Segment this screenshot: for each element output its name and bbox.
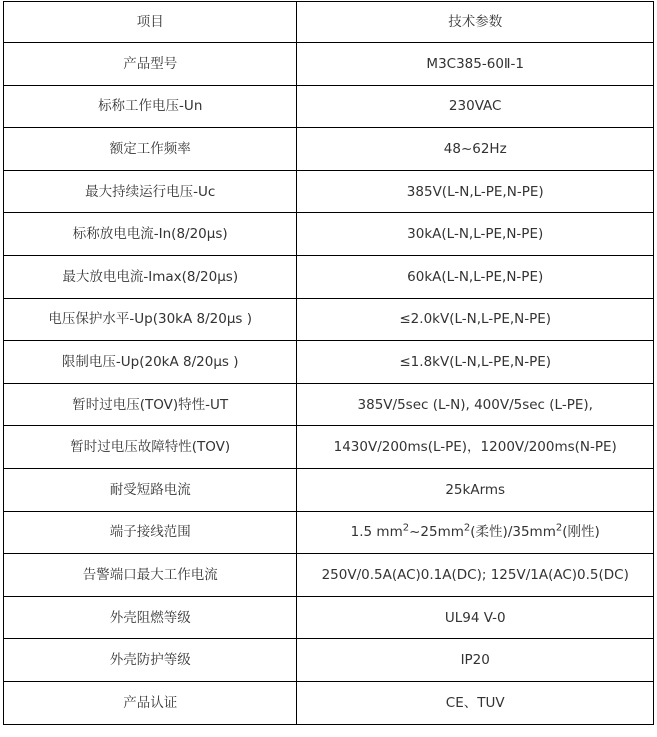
row-param: 48~62Hz bbox=[297, 128, 654, 171]
row-item: 额定工作频率 bbox=[4, 128, 297, 171]
terminal-range-sup-3: 2 bbox=[555, 522, 563, 534]
row-item: 标称放电电流-In(8/20μs) bbox=[4, 213, 297, 256]
table-row bbox=[4, 468, 654, 511]
row-param: 250V/0.5A(AC)0.1A(DC); 125V/1A(AC)0.5(DC) bbox=[297, 554, 654, 597]
terminal-range-part-c: (柔性)/35mm bbox=[470, 524, 556, 541]
row-item: 外壳阻燃等级 bbox=[4, 596, 297, 639]
terminal-range-part-a: 1.5 mm bbox=[350, 524, 403, 541]
table-row bbox=[4, 298, 654, 341]
table-row bbox=[4, 128, 654, 171]
row-item: 告警端口最大工作电流 bbox=[4, 554, 297, 597]
terminal-range-sup-2: 2 bbox=[463, 522, 471, 534]
row-param: 60kA(L-N,L-PE,N-PE) bbox=[297, 255, 654, 298]
table-row bbox=[4, 639, 654, 682]
table-row bbox=[4, 426, 654, 469]
row-item: 暂时过电压故障特性(TOV) bbox=[4, 426, 297, 469]
row-param: CE、TUV bbox=[297, 681, 654, 724]
table-row bbox=[4, 554, 654, 597]
row-param-terminal-range bbox=[297, 511, 654, 554]
row-param: 30kA(L-N,L-PE,N-PE) bbox=[297, 213, 654, 256]
table-row bbox=[4, 85, 654, 128]
row-param: 25kArms bbox=[297, 468, 654, 511]
terminal-range-part-b: ~25mm bbox=[409, 524, 464, 541]
row-item: 最大持续运行电压-Uc bbox=[4, 170, 297, 213]
row-item: 电压保护水平-Up(30kA 8/20μs ) bbox=[4, 298, 297, 341]
row-item: 产品认证 bbox=[4, 681, 297, 724]
row-item: 产品型号 bbox=[4, 43, 297, 86]
table-row bbox=[4, 341, 654, 384]
spec-table bbox=[3, 1, 654, 725]
row-param: M3C385-60Ⅱ-1 bbox=[297, 43, 654, 86]
table-row bbox=[4, 681, 654, 724]
row-param: UL94 V-0 bbox=[297, 596, 654, 639]
table-row bbox=[4, 43, 654, 86]
row-param: IP20 bbox=[297, 639, 654, 682]
row-item: 限制电压-Up(20kA 8/20μs ) bbox=[4, 341, 297, 384]
row-item: 端子接线范围 bbox=[4, 511, 297, 554]
row-item: 最大放电电流-Imax(8/20μs) bbox=[4, 255, 297, 298]
table-row bbox=[4, 255, 654, 298]
table-row bbox=[4, 383, 654, 426]
row-param: 230VAC bbox=[297, 85, 654, 128]
row-param: 1430V/200ms(L-PE)，1200V/200ms(N-PE) bbox=[297, 426, 654, 469]
table-row bbox=[4, 511, 654, 554]
row-item: 耐受短路电流 bbox=[4, 468, 297, 511]
terminal-range-part-d: (刚性) bbox=[562, 524, 600, 541]
terminal-range-sup-1: 2 bbox=[402, 522, 410, 534]
table-row bbox=[4, 170, 654, 213]
row-param: ≤2.0kV(L-N,L-PE,N-PE) bbox=[297, 298, 654, 341]
table-row bbox=[4, 596, 654, 639]
row-param: 385V/5sec (L-N), 400V/5sec (L-PE), bbox=[297, 383, 654, 426]
header-item: 项目 bbox=[4, 2, 297, 43]
row-param: ≤1.8kV(L-N,L-PE,N-PE) bbox=[297, 341, 654, 384]
row-item: 暂时过电压(TOV)特性-UT bbox=[4, 383, 297, 426]
table-header-row bbox=[4, 2, 654, 43]
row-param: 385V(L-N,L-PE,N-PE) bbox=[297, 170, 654, 213]
table-row bbox=[4, 213, 654, 256]
header-param: 技术参数 bbox=[297, 2, 654, 43]
row-item: 外壳防护等级 bbox=[4, 639, 297, 682]
row-item: 标称工作电压-Un bbox=[4, 85, 297, 128]
